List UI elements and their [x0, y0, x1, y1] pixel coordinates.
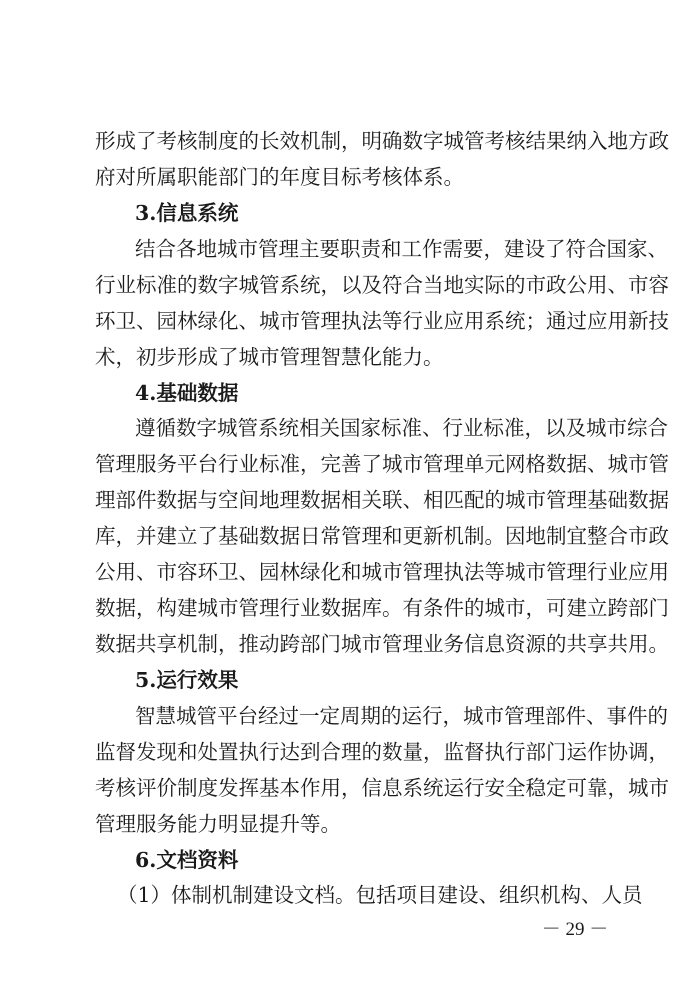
- paragraph-line: 智慧城管平台经过一定周期的运行，城市管理部件、事件的: [135, 704, 668, 728]
- paragraph-line: 形成了考核制度的长效机制，明确数字城管考核结果纳入地方政: [95, 129, 669, 153]
- paragraph-line: 府对所属职能部门的年度目标考核体系。: [95, 165, 464, 189]
- section-heading: 3.信息系统: [135, 201, 239, 225]
- paragraph-line: 遵循数字城管系统相关国家标准、行业标准，以及城市综合: [135, 416, 668, 440]
- paragraph-line: 数据，构建城市管理行业数据库。有条件的城市，可建立跨部门: [95, 596, 669, 620]
- section-heading: 5.运行效果: [135, 668, 239, 692]
- paragraph-line: 数据共享机制，推动跨部门城市管理业务信息资源的共享共用。: [95, 632, 669, 656]
- page-number: － 29 －: [541, 919, 609, 940]
- section-heading: 4.基础数据: [135, 381, 239, 405]
- paragraph-line: 考核评价制度发挥基本作用，信息系统运行安全稳定可靠，城市: [95, 776, 669, 800]
- paragraph-line: 库，并建立了基础数据日常管理和更新机制。因地制宜整合市政: [95, 524, 669, 548]
- paragraph-line: 管理服务能力明显提升等。: [95, 812, 341, 836]
- paragraph-line: 术，初步形成了城市管理智慧化能力。: [95, 345, 444, 369]
- paragraph-line: 环卫、园林绿化、城市管理执法等行业应用系统；通过应用新技: [95, 309, 669, 333]
- paragraph-line: 公用、市容环卫、园林绿化和城市管理执法等城市管理行业应用: [95, 560, 669, 584]
- paragraph-line: （1）体制机制建设文档。包括项目建设、组织机构、人员: [117, 883, 643, 907]
- section-heading: 6.文档资料: [135, 848, 239, 872]
- paragraph-line: 监督发现和处置执行达到合理的数量，监督执行部门运作协调，: [95, 740, 669, 764]
- paragraph-line: 结合各地城市管理主要职责和工作需要，建设了符合国家、: [135, 237, 668, 261]
- paragraph-line: 行业标准的数字城管系统，以及符合当地实际的市政公用、市容: [95, 273, 669, 297]
- paragraph-line: 理部件数据与空间地理数据相关联、相匹配的城市管理基础数据: [95, 488, 669, 512]
- paragraph-line: 管理服务平台行业标准，完善了城市管理单元网格数据、城市管: [95, 452, 669, 476]
